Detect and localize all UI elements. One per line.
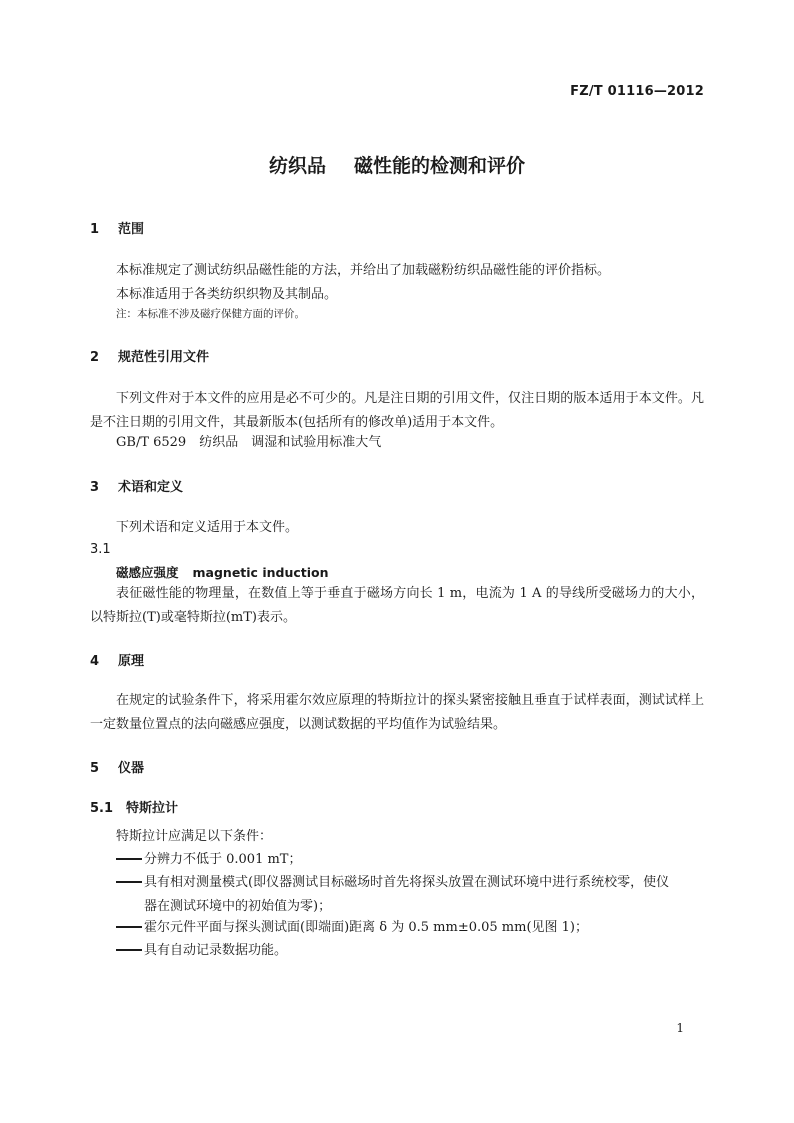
subsection-5-1-heading (90, 797, 178, 816)
em-dash-bullet (116, 926, 142, 928)
section-1-paragraph-1: 本标准规定了测试纺织品磁性能的方法，并给出了加载磁粉纺织品磁性能的评价指标。 (116, 263, 611, 278)
list-item: 分辨力不低于 0.001 mT； (116, 848, 704, 872)
section-title: 范围 (118, 222, 145, 237)
term-definition: 表征磁性能的物理量，在数值上等于垂直于磁场方向长 1 m，电流为 1 A 的导线所受磁场力的大小，以特斯拉(T)或毫特斯拉(mT)表示。 (90, 586, 704, 625)
section-1-heading (90, 218, 144, 237)
section-5-heading (90, 757, 144, 776)
section-3-heading (90, 476, 183, 495)
section-number: 1 (90, 222, 100, 237)
section-title: 原理 (118, 654, 145, 669)
term-chinese: 磁感应强度 (116, 565, 179, 580)
section-title: 规范性引用文件 (118, 350, 210, 365)
section-3-paragraph-1: 下列术语和定义适用于本文件。 (116, 520, 299, 535)
title-part-2: 磁性能的检测和评价 (354, 155, 526, 177)
section-number: 4 (90, 654, 100, 669)
section-4-heading (90, 650, 144, 669)
section-number: 2 (90, 350, 100, 365)
section-2-paragraph-1: 下列文件对于本文件的应用是必不可少的。凡是注日期的引用文件，仅注日期的版本适用于本文件。凡是不注日期的引用文件，其最新版本(包括所有的修改单)适用于本文件。 (90, 391, 704, 430)
list-item: 具有自动记录数据功能。 (116, 939, 704, 963)
section-number: 3 (90, 480, 100, 495)
em-dash-bullet (116, 949, 142, 951)
section-4-paragraph-1: 在规定的试验条件下，将采用霍尔效应原理的特斯拉计的探头紧密接触且垂直于试样表面，测试试样上一定数量位置点的法向磁感应强度，以测试数据的平均值作为试验结果。 (90, 693, 704, 732)
em-dash-bullet (116, 881, 142, 883)
section-2-heading (90, 346, 209, 365)
list-item-continuation: 器在测试环境中的初始值为零)； (144, 898, 332, 914)
document-title (0, 151, 794, 178)
page-number: 1 (676, 1021, 684, 1035)
section-title: 仪器 (118, 761, 145, 776)
section-title: 术语和定义 (118, 480, 184, 495)
subsection-number: 5.1 (90, 801, 114, 816)
em-dash-bullet (116, 858, 142, 860)
subsection-3-1-number: 3.1 (90, 542, 111, 557)
section-1-paragraph-2: 本标准适用于各类纺织织物及其制品。 (116, 287, 338, 302)
section-5-1-intro: 特斯拉计应满足以下条件： (116, 829, 273, 844)
term-heading (116, 563, 329, 581)
list-item: 具有相对测量模式(即仪器测试目标磁场时首先将探头放置在测试环境中进行系统校零，使仪 器在测试环境中的初始值为零)； (116, 871, 704, 918)
section-number: 5 (90, 761, 100, 776)
section-1-note: 注：本标准不涉及磁疗保健方面的评价。 (116, 308, 305, 320)
subsection-title: 特斯拉计 (126, 801, 179, 816)
title-part-1: 纺织品 (268, 155, 326, 177)
list-item: 霍尔元件平面与探头测试面(即端面)距离 δ 为 0.5 mm±0.05 mm(见图 1)； (116, 916, 704, 940)
section-2-reference: GB/T 6529 纺织品 调湿和试验用标准大气 (116, 435, 382, 450)
standard-number: FZ/T 01116—2012 (570, 84, 704, 99)
term-english: magnetic induction (192, 565, 329, 580)
